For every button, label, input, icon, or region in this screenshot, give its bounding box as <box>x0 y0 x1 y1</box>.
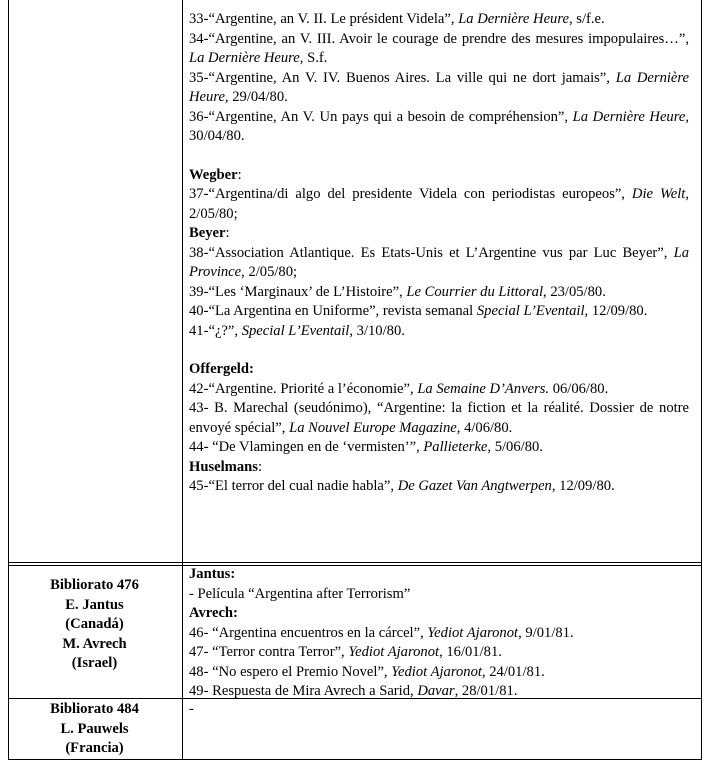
reference-number: 39- <box>189 283 209 300</box>
reference-item <box>189 438 689 458</box>
reference-title: “Argentine, an V. III. Avoir le courage de prendre des mesures impopulaires…”, <box>208 30 689 47</box>
reference-date: 29/04/80. <box>228 89 288 105</box>
reference-title: Respuesta de Mira Avrech a Sarid, <box>212 683 418 699</box>
reference-date: , s/f.e. <box>568 11 605 27</box>
row-divider-1 <box>8 562 702 563</box>
reference-item <box>189 30 689 69</box>
reference-number: 42- <box>189 380 209 397</box>
film-entry: - Película “Argentina after Terrorism” <box>189 585 411 602</box>
heading-suffix: : <box>257 458 262 475</box>
empty-entry: - <box>189 701 194 717</box>
reference-source: La Semaine D’Anvers. <box>417 380 550 397</box>
person-country: (Francia) <box>65 740 124 756</box>
reference-number: 48- <box>189 663 213 680</box>
table-border-bottom <box>8 759 702 760</box>
reference-date: , 12/09/80. <box>584 303 648 319</box>
section-heading: Avrech: <box>189 605 238 621</box>
reference-title: B. Marechal (seudónimo), “Argentine: la fiction et la réalité. Dossier de notre envoyé spécial”, <box>189 400 690 436</box>
reference-source: Yediot Ajaronot <box>391 663 482 680</box>
reference-source: De Gazet Van Angtwerpen <box>397 478 552 494</box>
reference-source: Davar <box>417 683 455 699</box>
reference-number: 41- <box>189 322 209 339</box>
reference-item <box>189 69 689 108</box>
reference-date: , 12/09/80. <box>551 478 615 494</box>
reference-number: 43- <box>189 400 215 416</box>
reference-date: , 28/01/81. <box>454 683 518 699</box>
reference-source: Yediot Ajaronot <box>348 644 440 660</box>
reference-item <box>189 283 689 303</box>
reference-title: “Argentine, an V. II. Le président Videla”, <box>208 11 459 27</box>
reference-source: La Dernière Heure <box>458 11 569 27</box>
reference-item <box>189 624 689 644</box>
section-heading: Jantus: <box>189 566 236 582</box>
reference-item <box>189 399 689 438</box>
reference-date: , 5/06/80. <box>487 439 543 455</box>
reference-item <box>189 663 689 683</box>
reference-title: “No espero el Premio Novel”, <box>212 663 392 680</box>
reference-source: Le Courrier du Littoral <box>406 283 544 300</box>
reference-number: 44- <box>189 439 213 455</box>
reference-source: Yediot Ajaronot <box>427 624 519 641</box>
reference-date: , 2/05/80; <box>189 186 690 222</box>
reference-date: , 24/01/81. <box>481 663 545 680</box>
row2-archive-label <box>8 576 181 674</box>
row3-archive-label <box>8 700 181 759</box>
reference-date: , 23/05/80. <box>543 283 606 300</box>
reference-item <box>189 302 689 322</box>
huselmans-item-list <box>189 477 689 497</box>
avrech-item-list <box>189 624 689 702</box>
reference-source: La Dernière Heure <box>572 108 686 125</box>
reference-source: Pallieterke <box>423 439 488 455</box>
reference-source: Special L’Eventail <box>241 322 350 339</box>
reference-title: “Argentine, An V. IV. Buenos Aires. La ville qui ne dort jamais”, <box>208 69 616 86</box>
reference-number: 47- <box>189 644 213 660</box>
row1-item-list <box>189 10 689 147</box>
reference-date: S.f. <box>303 50 328 66</box>
reference-title: “¿?”, <box>208 322 242 339</box>
row2-content <box>189 565 689 702</box>
reference-number: 40- <box>189 303 209 319</box>
reference-number: 34- <box>189 30 209 47</box>
section-heading: Huselmans <box>189 458 258 475</box>
reference-title: “De Vlamingen en de ‘vermisten’”, <box>212 439 424 455</box>
heading-suffix: : <box>225 225 230 241</box>
reference-title: “Association Atlantique. Es Etats-Unis et L’Argentine vus par Luc Beyer”, <box>208 244 674 261</box>
beyer-item-list <box>189 244 689 342</box>
section-huselmans <box>189 458 689 497</box>
section-beyer <box>189 224 689 341</box>
person-country: (Canadá) <box>65 616 124 632</box>
reference-source: Special L’Eventail <box>476 303 585 319</box>
reference-item <box>189 643 689 663</box>
reference-item <box>189 380 689 400</box>
reference-item <box>189 108 689 147</box>
reference-source: La Nouvel Europe Magazine <box>289 419 457 436</box>
section-heading: Offergeld: <box>189 361 254 377</box>
document-table <box>8 0 702 760</box>
offergeld-item-list <box>189 380 689 458</box>
reference-title: “Argentina/di algo del presidente Videla con periodistas europeos”, <box>208 186 632 202</box>
reference-number: 49- <box>189 683 213 699</box>
reference-title: “Terror contra Terror”, <box>212 644 349 660</box>
reference-date: , 16/01/81. <box>439 644 502 660</box>
row3-content <box>189 700 689 720</box>
bibliorato-number: Bibliorato 476 <box>50 577 139 593</box>
reference-title: “Argentine. Priorité a l’économie”, <box>208 380 418 397</box>
reference-number: 35- <box>189 69 209 86</box>
reference-title: “Les ‘Marginaux’ de L’Histoire”, <box>208 283 407 300</box>
reference-title: “Argentina encuentros en la cárcel”, <box>212 624 428 641</box>
reference-source: La Province <box>189 244 689 280</box>
person-name: E. Jantus <box>65 596 124 613</box>
reference-title: “Argentine, An V. Un pays qui a besoin de compréhension”, <box>208 108 573 125</box>
section-heading: Wegber <box>189 166 238 183</box>
reference-item <box>189 322 689 342</box>
reference-item <box>189 185 689 224</box>
table-column-divider <box>182 0 183 760</box>
reference-title: “El terror del cual nadie habla”, <box>208 478 398 494</box>
reference-item <box>189 477 689 497</box>
reference-item <box>189 244 689 283</box>
person-name: M. Avrech <box>62 635 127 652</box>
section-heading: Beyer <box>189 225 226 241</box>
reference-number: 46- <box>189 624 213 641</box>
reference-number: 45- <box>189 478 209 494</box>
reference-number: 38- <box>189 244 209 261</box>
reference-date: , 9/01/81. <box>518 624 574 641</box>
reference-date: , 3/10/80. <box>349 322 405 339</box>
wegber-item-list <box>189 185 689 224</box>
reference-item <box>189 10 689 30</box>
table-border-right <box>701 0 702 760</box>
reference-number: 36- <box>189 108 209 125</box>
reference-number: 33- <box>189 11 209 27</box>
section-offergeld <box>189 360 689 458</box>
reference-number: 37- <box>189 186 209 202</box>
person-name: L. Pauwels <box>60 720 129 737</box>
section-wegber <box>189 166 689 225</box>
reference-item <box>189 682 689 702</box>
reference-title: “La Argentina en Uniforme”, revista semanal <box>208 303 477 319</box>
row1-content <box>189 10 689 497</box>
bibliorato-number: Bibliorato 484 <box>50 701 139 717</box>
reference-source: Die Welt <box>631 186 686 202</box>
reference-date: , 30/04/80. <box>189 108 689 144</box>
reference-source: La Dernière Heure, <box>189 69 690 105</box>
heading-suffix: : <box>237 166 242 183</box>
reference-source: La Dernière Heure, <box>189 50 304 66</box>
reference-date: , 2/05/80; <box>241 264 298 280</box>
person-country: (Israel) <box>71 655 118 671</box>
reference-date: 06/06/80. <box>549 380 609 397</box>
reference-date: , 4/06/80. <box>456 419 513 436</box>
